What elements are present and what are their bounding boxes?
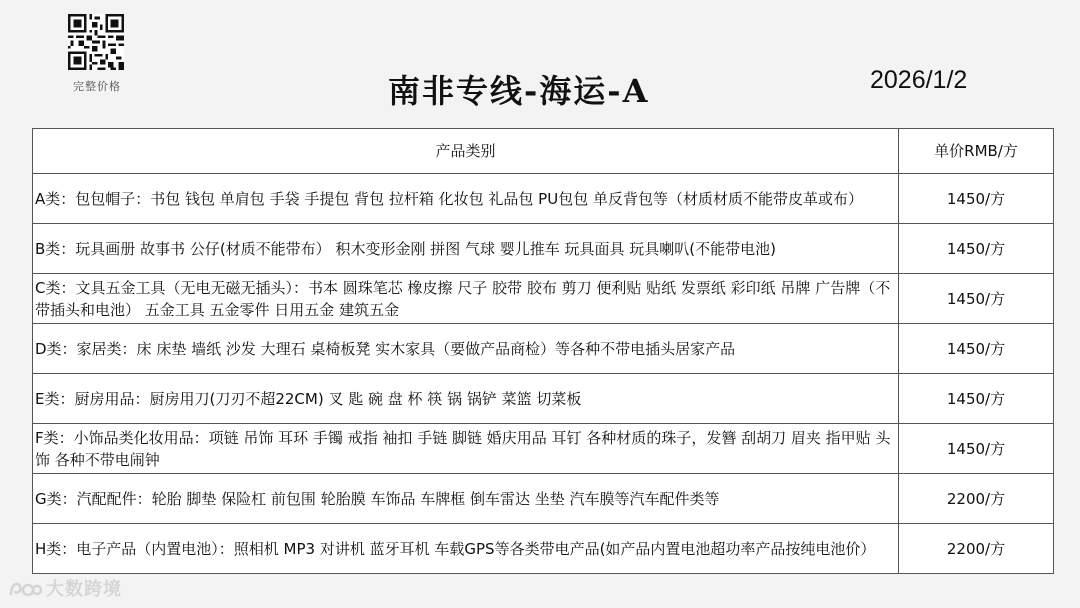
page-date: 2026/1/2 <box>870 66 968 94</box>
price-cell: 1450/方 <box>899 174 1054 224</box>
table-row <box>33 374 1054 424</box>
category-cell: H类：电子产品（内置电池）：照相机 MP3 对讲机 蓝牙耳机 车载GPS等各类带电产品(如产品内置电池超功率产品按纯电池价） <box>33 524 899 574</box>
table-row <box>33 224 1054 274</box>
category-cell: D类：家居类：床 床垫 墙纸 沙发 大理石 桌椅板凳 实木家具（要做产品商检）等各种不带电插头居家产品 <box>33 324 899 374</box>
column-header-category: 产品类别 <box>33 129 899 174</box>
price-cell: 1450/方 <box>899 324 1054 374</box>
price-cell: 2200/方 <box>899 474 1054 524</box>
table-header-row <box>33 129 1054 174</box>
column-header-price: 单价RMB/方 <box>899 129 1054 174</box>
price-cell: 1450/方 <box>899 274 1054 324</box>
category-cell: C类：文具五金工具（无电无磁无插头）：书本 圆珠笔芯 橡皮擦 尺子 胶带 胶布 剪刀 便利贴 贴纸 发票纸 彩印纸 吊牌 广告牌（不带插头和电池） 五金工具 五金零件 日用五金 建筑五金 <box>33 274 899 324</box>
page-title: 南非专线-海运-A <box>388 72 650 110</box>
watermark <box>8 576 122 600</box>
table-row <box>33 174 1054 224</box>
table-row <box>33 474 1054 524</box>
category-cell: F类：小饰品类化妆用品：项链 吊饰 耳环 手镯 戒指 袖扣 手链 脚链 婚庆用品 耳钉 各种材质的珠子，发簪 刮胡刀 眉夹 指甲贴 头饰 各种不带电闹钟 <box>33 424 899 474</box>
logo-icon <box>8 577 42 599</box>
category-cell: B类：玩具画册 故事书 公仔(材质不能带布） 积木变形金刚 拼图 气球 婴儿推车 玩具面具 玩具喇叭(不能带电池) <box>33 224 899 274</box>
price-cell: 1450/方 <box>899 424 1054 474</box>
price-cell: 1450/方 <box>899 224 1054 274</box>
price-cell: 2200/方 <box>899 524 1054 574</box>
category-cell: G类：汽配配件：轮胎 脚垫 保险杠 前包围 轮胎膜 车饰品 车牌框 倒车雷达 坐垫 汽车膜等汽车配件类等 <box>33 474 899 524</box>
table-row <box>33 274 1054 324</box>
category-cell: E类：厨房用品：厨房用刀(刀刃不超22CM) 叉 匙 碗 盘 杯 筷 锅 锅铲 菜篮 切菜板 <box>33 374 899 424</box>
qr-caption: 完整价格 <box>73 80 121 93</box>
watermark-text: 大数跨境 <box>46 579 122 600</box>
category-cell: A类：包包帽子：书包 钱包 单肩包 手袋 手提包 背包 拉杆箱 化妆包 礼品包 PU包包 单反背包等（材质材质不能带皮革或布） <box>33 174 899 224</box>
price-cell: 1450/方 <box>899 374 1054 424</box>
price-table <box>32 128 1054 574</box>
table-row <box>33 524 1054 574</box>
table-row <box>33 424 1054 474</box>
qr-code-icon <box>68 14 124 70</box>
table-row <box>33 324 1054 374</box>
